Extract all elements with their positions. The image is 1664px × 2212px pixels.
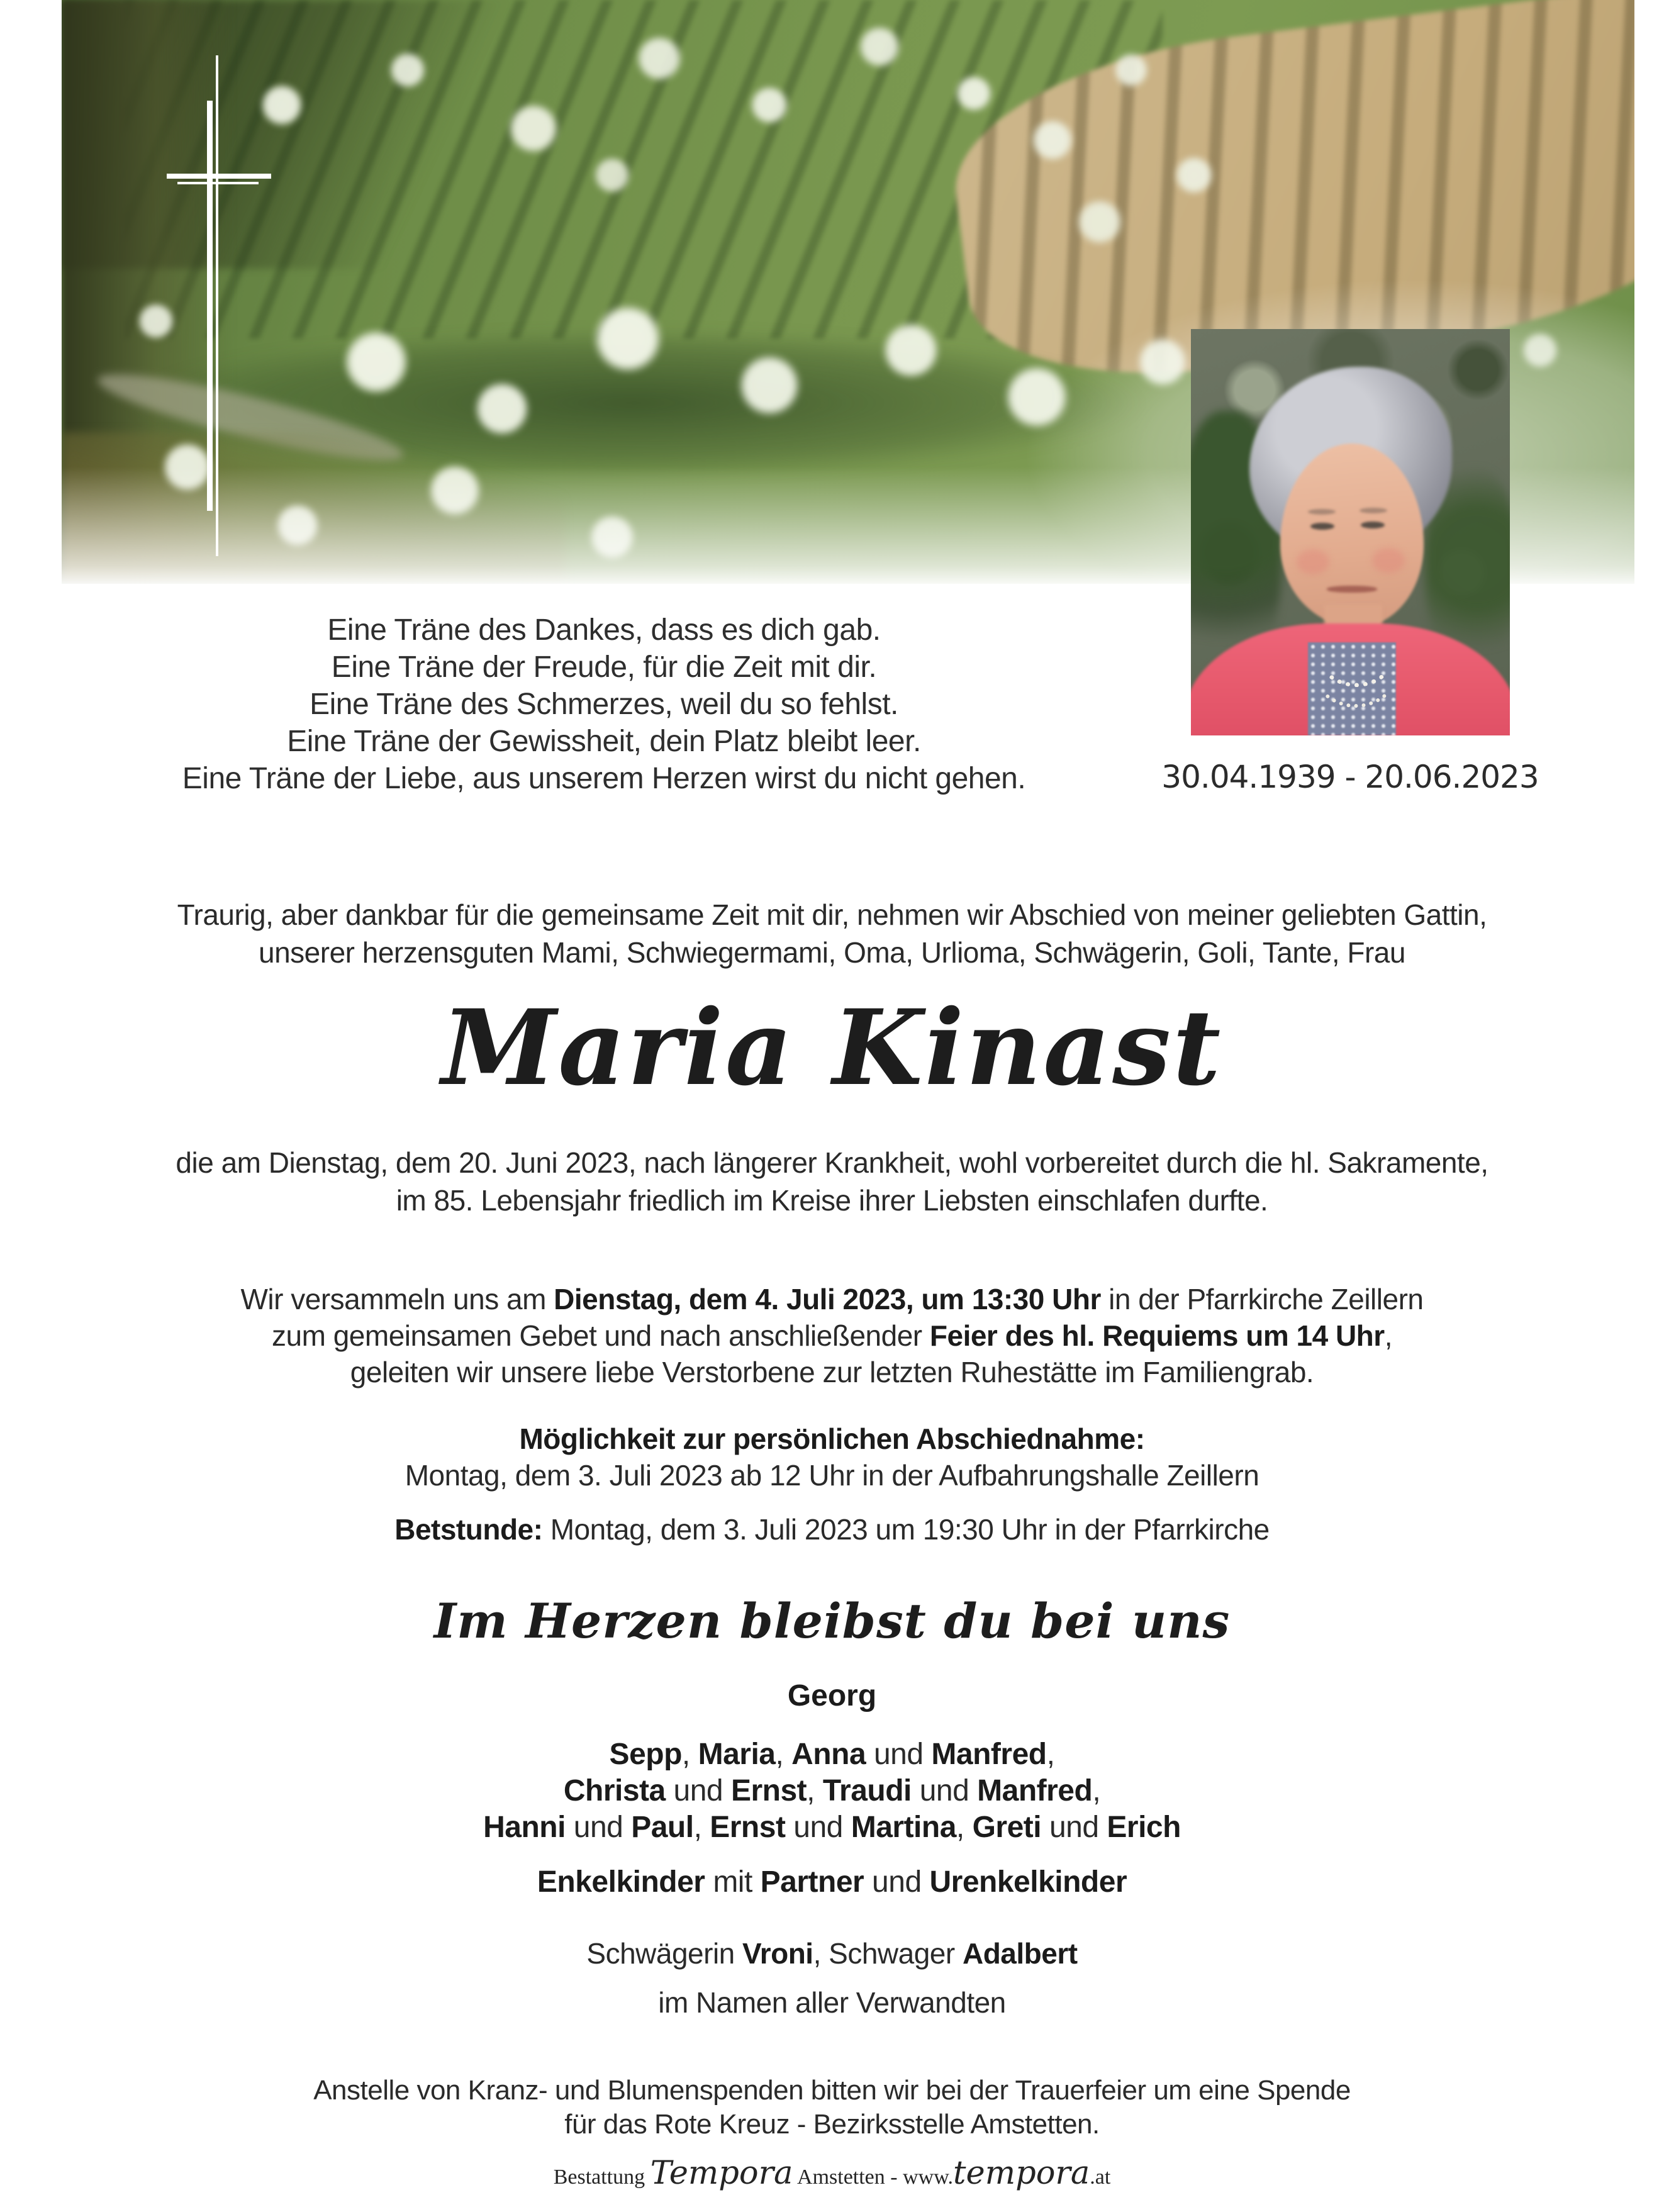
donation-note xyxy=(0,2074,1664,2142)
gathering-line xyxy=(0,1317,1664,1354)
text-segment: Paul xyxy=(631,1811,694,1844)
text-segment: geleiten wir unsere liebe Verstorbene zur letzten Ruhestätte im Familiengrab. xyxy=(350,1356,1314,1388)
intro-line: unserer herzensguten Mami, Schwiegermami, Oma, Urlioma, Schwägerin, Goli, Tante, Frau xyxy=(259,936,1405,969)
text-segment: Feier des hl. Requiems um 14 Uhr xyxy=(929,1319,1385,1352)
poem-line: Eine Träne der Liebe, aus unserem Herzen wirst du nicht gehen. xyxy=(182,762,1026,795)
text-segment: Hanni xyxy=(483,1811,566,1844)
text-segment: und xyxy=(866,1738,932,1771)
mourner-in-laws xyxy=(0,1936,1664,1970)
portrait-brow xyxy=(1308,509,1336,515)
text-segment: Urenkelkinder xyxy=(929,1865,1127,1899)
text-segment: Maria xyxy=(698,1738,776,1771)
text-segment: tempora xyxy=(953,2155,1090,2192)
donation-line: für das Rote Kreuz - Bezirksstelle Amstetten. xyxy=(564,2109,1100,2140)
poem-line: Eine Träne des Dankes, dass es dich gab. xyxy=(327,613,881,647)
text-segment: und xyxy=(864,1865,930,1899)
text-segment: zum gemeinsamen Gebet und nach anschließender xyxy=(272,1319,930,1352)
text-segment: und xyxy=(911,1774,978,1807)
text-segment: und xyxy=(565,1811,632,1844)
gathering-info xyxy=(0,1281,1664,1390)
mourner-children xyxy=(0,1736,1664,1846)
text-segment: mit xyxy=(705,1865,761,1899)
text-segment: Adalbert xyxy=(962,1937,1078,1970)
farewell-line: Montag, dem 3. Juli 2023 ab 12 Uhr in der Aufbahrungshalle Zeillern xyxy=(405,1459,1259,1492)
mourner-closing: im Namen aller Verwandten xyxy=(658,1986,1006,2019)
cross-horizontal-thin xyxy=(177,182,259,184)
text-segment: Partner xyxy=(760,1865,864,1899)
text-segment: Dienstag, dem 4. Juli 2023, um 13:30 Uhr xyxy=(554,1283,1101,1315)
text-segment: , xyxy=(1046,1738,1055,1771)
donation-line: Anstelle von Kranz- und Blumenspenden bitten wir bei der Trauerfeier um eine Spende xyxy=(313,2075,1351,2106)
portrait-pearl-necklace xyxy=(1315,615,1397,687)
text-segment: Bestattung xyxy=(553,2165,651,2189)
text-segment: Schwägerin xyxy=(586,1937,743,1970)
children-line xyxy=(0,1736,1664,1773)
funeral-home-footer xyxy=(0,2155,1664,2192)
script-motto: Im Herzen bleibst du bei uns xyxy=(433,1593,1231,1649)
cross-horizontal-thick xyxy=(167,174,271,179)
text-segment: , Schwager xyxy=(813,1937,963,1970)
text-segment: , xyxy=(775,1738,792,1771)
text-segment: Ernst xyxy=(710,1811,786,1844)
text-segment: Erich xyxy=(1107,1811,1181,1844)
text-segment: .at xyxy=(1090,2165,1111,2189)
portrait-mouth xyxy=(1327,586,1377,593)
death-line: die am Dienstag, dem 20. Juni 2023, nach längerer Krankheit, wohl vorbereitet durch die hl. Sakramente, xyxy=(176,1146,1488,1179)
deceased-name: Maria Kinast xyxy=(441,986,1223,1109)
portrait-cheek xyxy=(1372,548,1405,573)
farewell-info xyxy=(0,1421,1664,1494)
portrait-cheek xyxy=(1297,549,1329,574)
text-segment: Montag, dem 3. Juli 2023 um 19:30 Uhr in der Pfarrkirche xyxy=(542,1513,1270,1546)
memorial-poem xyxy=(0,612,1208,797)
text-segment: , xyxy=(956,1811,973,1844)
text-segment: , xyxy=(681,1738,698,1771)
death-line: im 85. Lebensjahr friedlich im Kreise ihrer Liebsten einschlafen durfte. xyxy=(396,1184,1268,1217)
text-segment: Christa xyxy=(563,1774,666,1807)
children-line xyxy=(0,1809,1664,1846)
gathering-line xyxy=(0,1354,1664,1390)
text-segment: , xyxy=(1384,1319,1392,1352)
text-segment: , xyxy=(1092,1774,1101,1807)
text-segment: Greti xyxy=(972,1811,1042,1844)
text-segment: Martina xyxy=(851,1811,956,1844)
text-segment: Ernst xyxy=(730,1774,807,1807)
poem-line: Eine Träne der Freude, für die Zeit mit dir. xyxy=(331,651,877,684)
farewell-heading: Möglichkeit zur persönlichen Abschiednahme: xyxy=(519,1422,1145,1455)
portrait-eye xyxy=(1310,523,1334,530)
text-segment: Amstetten - www. xyxy=(793,2165,954,2189)
text-segment: Wir versammeln uns am xyxy=(240,1283,554,1315)
text-segment: Manfred xyxy=(977,1774,1093,1807)
text-segment: Sepp xyxy=(609,1738,682,1771)
children-line xyxy=(0,1773,1664,1809)
poem-line: Eine Träne des Schmerzes, weil du so fehlst. xyxy=(310,688,898,721)
intro-paragraph xyxy=(0,896,1664,971)
mourner-grandchildren xyxy=(0,1865,1664,1899)
text-segment: Vroni xyxy=(742,1937,813,1970)
portrait-brow xyxy=(1360,508,1387,513)
text-segment: Traudi xyxy=(822,1774,912,1807)
mourner-husband: Georg xyxy=(787,1679,877,1712)
text-segment: Manfred xyxy=(931,1738,1047,1771)
text-segment: , xyxy=(807,1774,823,1807)
text-segment: Betstunde: xyxy=(394,1513,543,1546)
text-segment: Enkelkinder xyxy=(537,1865,705,1899)
poem-line: Eine Träne der Gewissheit, dein Platz bleibt leer. xyxy=(287,725,921,758)
text-segment: und xyxy=(785,1811,851,1844)
text-segment: in der Pfarrkirche Zeillern xyxy=(1100,1283,1424,1315)
betstunde-line xyxy=(0,1512,1664,1546)
portrait-eye xyxy=(1361,522,1385,528)
gathering-line xyxy=(0,1281,1664,1317)
portrait-photo xyxy=(1191,329,1510,735)
text-segment: und xyxy=(1041,1811,1107,1844)
text-segment: Tempora xyxy=(650,2155,793,2192)
text-segment: Anna xyxy=(791,1738,866,1771)
intro-line: Traurig, aber dankbar für die gemeinsame Zeit mit dir, nehmen wir Abschied von meiner geliebten Gattin, xyxy=(177,898,1487,931)
death-paragraph xyxy=(0,1144,1664,1219)
life-dates: 30.04.1939 - 20.06.2023 xyxy=(1161,759,1539,795)
cross-vertical-thick xyxy=(207,101,213,511)
text-segment: , xyxy=(693,1811,710,1844)
text-segment: und xyxy=(665,1774,731,1807)
cross-vertical-thin xyxy=(216,55,218,556)
